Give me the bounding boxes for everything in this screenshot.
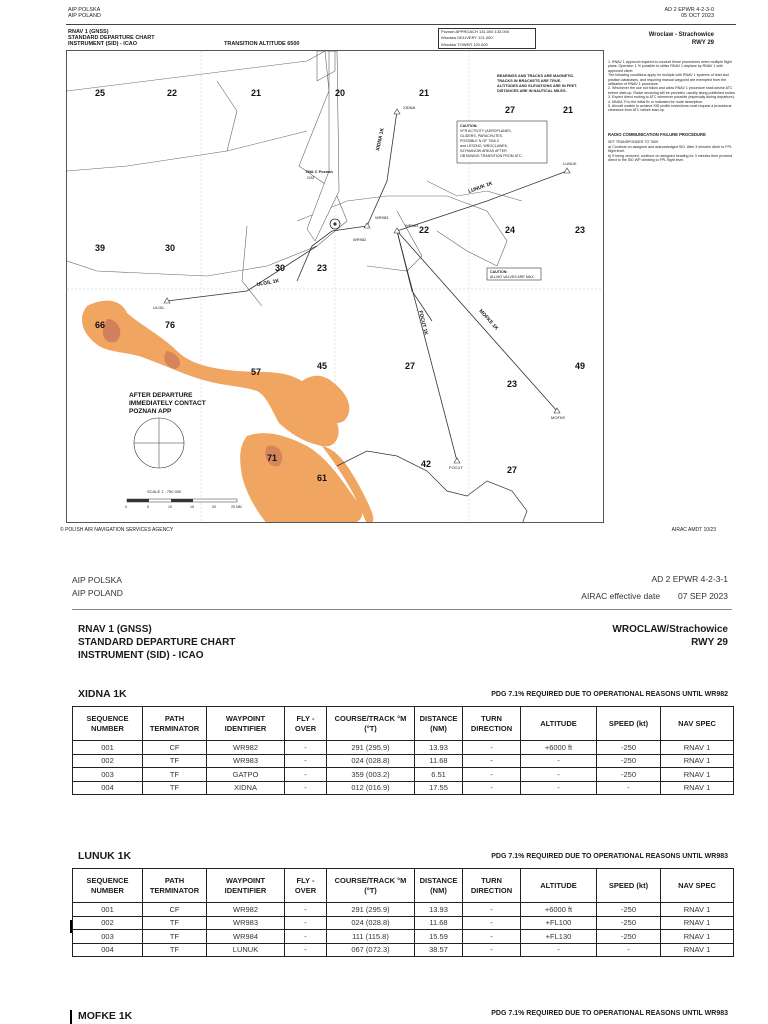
table-cell: - — [597, 781, 661, 795]
title-line: RNAV 1 (GNSS) — [68, 29, 109, 35]
freq-line: Poznań APPROACH 131.000 133.000 — [441, 29, 510, 34]
table-row — [73, 754, 734, 768]
table-cell: WR983 — [207, 754, 285, 768]
title-line: RNAV 1 (GNSS) — [78, 624, 152, 635]
table-cell: -250 — [597, 930, 661, 944]
table-cell: RNAV 1 — [661, 943, 734, 957]
copyright-footer: © POLISH AIR NAVIGATION SERVICES AGENCY — [60, 527, 174, 533]
grid-msa: 42 — [421, 459, 432, 469]
msa-circle-diagram — [134, 418, 184, 468]
grid-msa: 27 — [507, 465, 518, 475]
aerodrome-header — [649, 31, 714, 47]
grid-msa: 24 — [505, 225, 516, 235]
table-row — [73, 916, 734, 930]
table-cell: - — [521, 781, 597, 795]
table-cell: - — [463, 781, 521, 795]
table-cell: 291 (295.9) — [327, 903, 415, 917]
airac-label: AIRAC effective date — [581, 591, 661, 601]
table-cell: RNAV 1 — [661, 754, 734, 768]
col-sequence-number: SEQUENCE NUMBER — [73, 707, 143, 741]
table-cell: - — [597, 943, 661, 957]
airspace-polygon — [307, 51, 339, 241]
route-title-mofke: MOFKE 1K — [78, 1010, 133, 1022]
table-cell: - — [285, 903, 327, 917]
table-cell: - — [463, 943, 521, 957]
pdg-note: PDG 7.1% REQUIRED DUE TO OPERATIONAL REASONS UNTIL WR983 — [491, 1010, 728, 1017]
scale-tick: 15 — [190, 505, 194, 509]
coding-table-lunuk — [72, 868, 734, 957]
col-altitude: ALTITUDE — [521, 869, 597, 903]
grid-msa: 76 — [165, 320, 176, 330]
bearings-note — [497, 74, 577, 93]
table-cell: - — [463, 754, 521, 768]
after-departure-note — [129, 392, 206, 415]
caution-line: POSSIBLE N OF TMA C — [460, 139, 500, 143]
grid-msa: 61 — [317, 473, 328, 483]
table-cell: -250 — [597, 754, 661, 768]
table-row — [73, 930, 734, 944]
table-cell: +FL100 — [521, 916, 597, 930]
table-cell: RNAV 1 — [661, 741, 734, 755]
route-label-ulgil: ULGIL 1K — [256, 278, 280, 288]
note-line: TRACKS IN BRACKETS ARE TRUE. — [497, 79, 562, 83]
aip-polska-label: AIP POLSKA — [68, 7, 101, 13]
table-cell: WR982 — [207, 903, 285, 917]
grid-msa: 57 — [251, 367, 262, 377]
table-cell: - — [463, 768, 521, 782]
col-turn-direction: TURN DIRECTION — [463, 869, 521, 903]
table-cell: - — [463, 930, 521, 944]
route-title-xidna: XIDNA 1K — [78, 688, 127, 700]
table-body — [73, 903, 734, 957]
aip-poland-label: AIP POLAND — [68, 13, 101, 19]
table-cell: - — [285, 741, 327, 755]
table-cell: - — [285, 916, 327, 930]
table-cell: CF — [143, 741, 207, 755]
note-line: DISTANCES ARE IN NAUTICAL MILES. — [497, 89, 567, 93]
table-row — [73, 903, 734, 917]
fix-name: WR984 — [405, 223, 419, 228]
title-line: INSTRUMENT (SID) - ICAO — [78, 650, 204, 661]
note-line: BEARINGS AND TRACKS ARE MAGNETIC. — [497, 74, 575, 78]
table-cell: 004 — [73, 943, 143, 957]
rcf-title: RADIO COMMUNICATION FAILURE PROCEDURE — [608, 131, 706, 137]
col-path-terminator: PATH TERMINATOR — [143, 869, 207, 903]
table-cell: TF — [143, 754, 207, 768]
table-cell: 002 — [73, 916, 143, 930]
table-cell: 38.57 — [415, 943, 463, 957]
scale-tick: 10 — [168, 505, 172, 509]
col-fly-over: FLY - OVER — [285, 707, 327, 741]
table-cell: - — [463, 916, 521, 930]
col-speed: SPEED (kt) — [597, 707, 661, 741]
table-row — [73, 943, 734, 957]
doc-date: 05 OCT 2023 — [681, 13, 714, 19]
table-cell: 012 (016.9) — [327, 781, 415, 795]
note-item: 5. Aircraft unable to achieve SID profile restrictions must request a procedural clearance from ATC before start-up. — [608, 104, 732, 113]
col-course-track: COURSE/TRACK °M (°T) — [327, 869, 415, 903]
table-cell: +6000 ft — [521, 741, 597, 755]
note-item: 2. Whichever the use not follow and allow RNAV 1 procedure shall advise ATC before start-up. Radar sectoring will be provided, usually along published routes. — [608, 86, 736, 95]
table-row — [73, 768, 734, 782]
aip-polska-label: AIP POLSKA — [72, 575, 122, 585]
aip-poland-label: AIP POLAND — [72, 588, 123, 598]
table-cell: WR983 — [207, 916, 285, 930]
caution-line: CAUTION: — [490, 270, 508, 274]
table-cell: 291 (295.9) — [327, 741, 415, 755]
table-cell: - — [521, 768, 597, 782]
note-item: 3. Expect direct routing to ATC whenever possible (especially during departure). — [608, 95, 735, 100]
table-row — [73, 781, 734, 795]
caution-line: ALLMO VALVES ARE MAX. — [490, 275, 535, 279]
note-item: 4. MNDA Tf is the initial fix or indicated for route description. — [608, 99, 704, 104]
col-course-track: COURSE/TRACK °M (°T) — [327, 707, 415, 741]
table-cell: TF — [143, 768, 207, 782]
table-cell: 17.55 — [415, 781, 463, 795]
grid-msa: 21 — [251, 88, 262, 98]
table-cell: 15.59 — [415, 930, 463, 944]
table-cell: -250 — [597, 768, 661, 782]
grid-msa: 23 — [317, 263, 328, 273]
doc-ref-header — [664, 7, 714, 19]
table-cell: 13.93 — [415, 741, 463, 755]
table-cell: 002 — [73, 754, 143, 768]
table-cell: 067 (072.3) — [327, 943, 415, 957]
col-distance: DISTANCE (NM) — [415, 869, 463, 903]
table-cell: 11.68 — [415, 754, 463, 768]
scale-tick: 25 NM — [231, 505, 242, 509]
transition-altitude: TRANSITION ALTITUDE 6500 — [224, 41, 300, 47]
aerodrome-header — [612, 623, 728, 649]
col-speed: SPEED (kt) — [597, 869, 661, 903]
scale-tick: 0 — [125, 505, 127, 509]
runway-label: RWY 29 — [691, 637, 728, 648]
grid-msa: 23 — [507, 379, 518, 389]
after-departure-line: AFTER DEPARTURE — [129, 392, 193, 399]
change-bar — [70, 920, 72, 933]
pdg-note: PDG 7.1% REQUIRED DUE TO OPERATIONAL REASONS UNTIL WR982 — [491, 691, 728, 698]
tables-page — [0, 545, 768, 1024]
table-body — [73, 741, 734, 795]
table-cell: 001 — [73, 903, 143, 917]
title-line: INSTRUMENT (SID) - ICAO — [68, 41, 138, 47]
doc-ref: AD 2 EPWR 4-2-3-0 — [664, 7, 714, 13]
fix-name: WR983 — [375, 215, 389, 220]
col-waypoint-identifier: WAYPOINT IDENTIFIER — [207, 707, 285, 741]
scale-bar — [125, 489, 242, 509]
chart-notes — [608, 60, 738, 162]
table-cell: GATPO — [207, 768, 285, 782]
rcf-line: b) If being vectored, continue on assigned heading for 3 minutes then proceed direct to the SID WP climbing to FPL flight level. — [608, 153, 733, 162]
change-bar — [70, 1010, 72, 1024]
table-cell: - — [285, 781, 327, 795]
caution-line: CAUTION: — [460, 124, 478, 128]
col-altitude: ALTITUDE — [521, 707, 597, 741]
scale-tick: 20 — [212, 505, 216, 509]
table-cell: CF — [143, 903, 207, 917]
table-cell: RNAV 1 — [661, 768, 734, 782]
chart-title — [68, 29, 155, 47]
grid-msa: 27 — [405, 361, 416, 371]
tma-label: TMA C Poznań — [305, 169, 333, 174]
table-cell: RNAV 1 — [661, 916, 734, 930]
note-line: ALTITUDES AND ELEVATIONS ARE IN FEET. — [497, 84, 578, 88]
route-label-xidna: XIDNA 1K — [375, 127, 386, 152]
table-cell: TF — [143, 943, 207, 957]
grid-msa: 66 — [95, 320, 106, 330]
table-cell: RNAV 1 — [661, 903, 734, 917]
grid-msa: 45 — [317, 361, 328, 371]
grid-msa: 30 — [275, 263, 286, 273]
freq-line: Wrocław DELIVERY 121.000 — [441, 35, 493, 41]
fix-name: ULGIL — [153, 305, 165, 310]
table-cell: 024 (028.8) — [327, 916, 415, 930]
route-line — [297, 226, 367, 281]
terrain — [82, 301, 373, 523]
table-cell: TF — [143, 916, 207, 930]
caution-line: VFR ACTIVITY (AEROPLANES, — [460, 129, 512, 133]
caution-line: and LESZNO, WROCLAWEK, — [460, 144, 509, 148]
table-header-row — [73, 869, 734, 903]
frequency-box — [438, 28, 536, 49]
header-rule — [66, 24, 736, 25]
aip-header-left — [72, 574, 123, 600]
grid-msa: 20 — [335, 88, 346, 98]
route-label-focut: FOCUT 1K — [417, 310, 429, 336]
table-cell: - — [285, 754, 327, 768]
table-cell: 13.93 — [415, 903, 463, 917]
table-cell: - — [521, 943, 597, 957]
tma-boundaries — [67, 51, 522, 306]
table-cell: LUNUK — [207, 943, 285, 957]
route-label-lunuk: LUNUK 1K — [467, 180, 494, 195]
grid-msa: 49 — [575, 361, 586, 371]
scale-tick: 5 — [147, 505, 149, 509]
grid-msa: 22 — [167, 88, 178, 98]
col-turn-direction: TURN DIRECTION — [463, 707, 521, 741]
col-path-terminator: PATH TERMINATOR — [143, 707, 207, 741]
fix-name: FOCUT — [449, 465, 463, 470]
col-sequence-number: SEQUENCE NUMBER — [73, 869, 143, 903]
map-svg — [67, 51, 604, 523]
table-cell: +6000 ft — [521, 903, 597, 917]
caution-box-2 — [487, 268, 541, 280]
rcf-line: SET TRANSPONDER TO 7600 — [608, 140, 659, 145]
aerodrome-name: WROCLAW/Strachowice — [612, 624, 728, 635]
grid-msa: 22 — [419, 225, 430, 235]
caution-line: GLIDERS, PARACHUTES, — [460, 134, 504, 138]
table-cell: TF — [143, 930, 207, 944]
table-header-row — [73, 707, 734, 741]
coding-table-xidna — [72, 706, 734, 795]
airac-footer: AIRAC AMDT 10/23 — [671, 527, 716, 533]
table-cell: 003 — [73, 768, 143, 782]
grid-msa: 23 — [575, 225, 586, 235]
table-cell: -250 — [597, 741, 661, 755]
grid-msa: 30 — [165, 243, 176, 253]
col-fly-over: FLY - OVER — [285, 869, 327, 903]
fix-name: MOFKE — [551, 415, 566, 420]
table-cell: 11.68 — [415, 916, 463, 930]
after-departure-line: IMMEDIATELY CONTACT — [129, 400, 206, 407]
grid-msa: 39 — [95, 243, 106, 253]
table-cell: WR984 — [207, 930, 285, 944]
table-cell: - — [463, 741, 521, 755]
sid-routes — [167, 111, 567, 461]
table-cell: - — [285, 768, 327, 782]
grid-msa: 27 — [505, 105, 516, 115]
note-item: 1. RNAV 1 approval required to conduct these procedures when multiple flight plans. Operator: 1 % possible to utilise RNAV 1 airplane by RNAV 1 with approved climb. — [608, 60, 732, 73]
col-distance: DISTANCE (NM) — [415, 707, 463, 741]
airac-date: 07 SEP 2023 — [678, 591, 728, 601]
col-nav-spec: NAV SPEC — [661, 869, 734, 903]
title-line: STANDARD DEPARTURE CHART — [78, 637, 236, 648]
col-waypoint-identifier: WAYPOINT IDENTIFIER — [207, 869, 285, 903]
sid-map — [66, 50, 604, 523]
airac-date-line — [581, 591, 728, 601]
doc-ref: AD 2 EPWR 4-2-3-1 — [651, 574, 728, 584]
grid-msa: 21 — [563, 105, 574, 115]
freq-line: Wrocław TOWER 120.000 — [441, 41, 488, 47]
table-cell: TF — [143, 781, 207, 795]
table-cell: RNAV 1 — [661, 930, 734, 944]
table-cell: 001 — [73, 741, 143, 755]
grid-msa: 25 — [95, 88, 106, 98]
grid-msa: 71 — [267, 453, 278, 463]
table-cell: - — [285, 930, 327, 944]
scale-label: SCALE 1 : 750 000 — [147, 489, 182, 494]
title-line: STANDARD DEPARTURE CHART — [68, 35, 155, 41]
route-title-lunuk: LUNUK 1K — [78, 850, 132, 862]
fix-name: WR982 — [353, 237, 367, 242]
table-cell: 359 (003.2) — [327, 768, 415, 782]
table-cell: 111 (115.8) — [327, 930, 415, 944]
caution-line: OBTAINING TRANSITION FROM ATC. — [460, 154, 523, 158]
sid-title — [78, 623, 235, 662]
fix-name: LUNUK — [563, 161, 577, 166]
caution-box-1 — [457, 121, 547, 163]
table-cell: 003 — [73, 930, 143, 944]
header-rule — [72, 609, 732, 610]
fix-name: GAT — [307, 175, 315, 180]
after-departure-line: POZNAN APP — [129, 408, 172, 415]
table-cell: XIDNA — [207, 781, 285, 795]
table-cell: RNAV 1 — [661, 781, 734, 795]
table-cell: 004 — [73, 781, 143, 795]
aerodrome-name: Wroclaw - Strachowice — [648, 32, 714, 38]
table-cell: WR982 — [207, 741, 285, 755]
table-cell: 6.51 — [415, 768, 463, 782]
rcf-line: a) Continue on assigned and acknowledged SID. After 3 minutes climb to FPL flight level. — [608, 144, 732, 154]
table-cell: - — [521, 754, 597, 768]
table-row — [73, 741, 734, 755]
aip-header-left — [68, 7, 101, 19]
table-cell: +FL130 — [521, 930, 597, 944]
table-cell: - — [463, 903, 521, 917]
table-cell: -250 — [597, 916, 661, 930]
table-cell: -250 — [597, 903, 661, 917]
table-cell: 024 (028.8) — [327, 754, 415, 768]
grid-msa: 21 — [419, 88, 430, 98]
table-cell: - — [285, 943, 327, 957]
note-item: The following conditions apply for multiple with RNAV 1 systems of lead and position databases, and requiring manual waypoint are exempted from the utilisation of RNAV 1 procedure. — [608, 73, 729, 87]
caution-line: SZYMANOW AREAS AFTER — [460, 149, 507, 153]
runway-label: RWY 29 — [691, 40, 714, 46]
pdg-note: PDG 7.1% REQUIRED DUE TO OPERATIONAL REASONS UNTIL WR983 — [491, 853, 728, 860]
col-nav-spec: NAV SPEC — [661, 707, 734, 741]
route-label-mofke: MOFKE 1K — [477, 308, 500, 332]
fix-name: XIDNA — [403, 105, 416, 110]
